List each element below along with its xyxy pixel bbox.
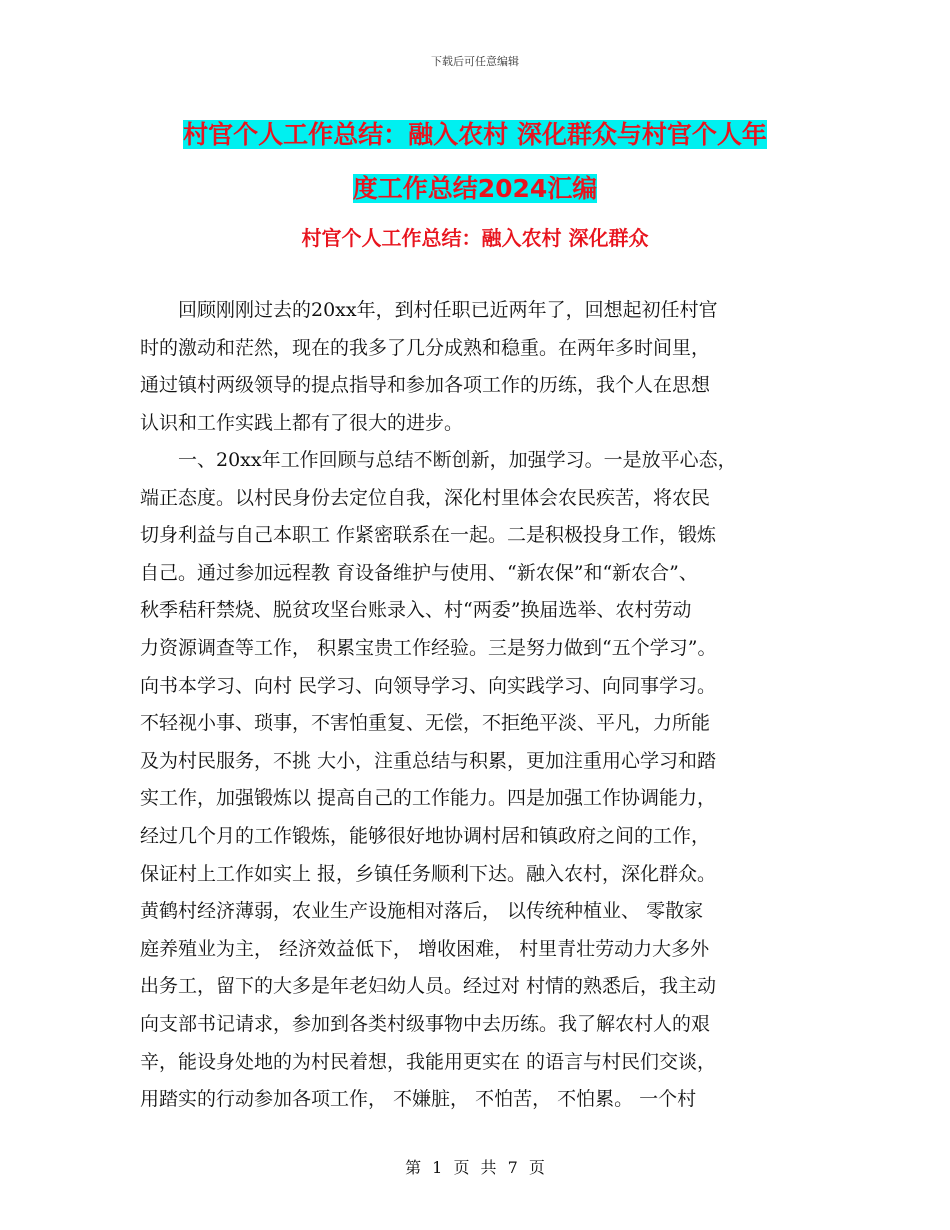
paragraph-line: 切身利益与自己本职工 作紧密联系在一起。二是积极投身工作，锻炼: [140, 524, 717, 547]
paragraph-line: 回顾刚刚过去的20xx年，到村任职已近两年了，回想起初任村官: [140, 299, 718, 321]
paragraph-1: [140, 292, 812, 442]
document-title-line-2: 度工作总结2024汇编: [352, 174, 598, 203]
paragraph-line: 通过镇村两级领导的提点指导和参加各项工作的历练，我个人在思想: [140, 374, 711, 397]
paragraph-line: 用踏实的行动参加各项工作， 不嫌脏， 不怕苦， 不怕累。 一个村: [140, 1088, 697, 1111]
paragraph-line: 向书本学习、向村 民学习、向领导学习、向实践学习、向同事学习。: [140, 674, 717, 697]
paragraph-line: 黄鹤村经济薄弱，农业生产设施相对落后， 以传统种植业、 零散家: [140, 900, 704, 923]
paragraph-line: 实工作，加强锻炼以 提高自己的工作能力。四是加强工作协调能力，: [140, 787, 717, 810]
paragraph-line: 保证村上工作如实上 报，乡镇任务顺利下达。融入农村，深化群众。: [140, 862, 717, 885]
paragraph-line: 端正态度。以村民身份去定位自我，深化村里体会农民疾苦，将农民: [140, 486, 711, 509]
paragraph-line: 不轻视小事、琐事，不害怕重复、无偿，不拒绝平淡、平凡，力所能: [140, 712, 711, 735]
paragraph-line: 一、20xx年工作回顾与总结不断创新，加强学习。一是放平心态，: [140, 449, 737, 471]
document-title: [140, 108, 810, 216]
paragraph-line: 向支部书记请求，参加到各类村级事物中去历练。我了解农村人的艰: [140, 1012, 711, 1035]
paragraph-line: 出务工，留下的大多是年老妇幼人员。经过对 村情的熟悉后，我主动: [140, 975, 717, 998]
paragraph-2: [140, 442, 812, 1119]
paragraph-line: 认识和工作实践上都有了很大的进步。: [140, 411, 464, 434]
header-note: 下载后可任意编辑: [431, 55, 519, 68]
section-title: 村官个人工作总结：融入农村 深化群众: [301, 226, 649, 250]
page-number: 第 1 页 共 7 页: [405, 1158, 545, 1177]
paragraph-line: 及为村民服务，不挑 大小，注重总结与积累，更加注重用心学习和踏: [140, 749, 717, 772]
paragraph-line: 时的激动和茫然，现在的我多了几分成熟和稳重。在两年多时间里，: [140, 336, 711, 359]
paragraph-line: 经过几个月的工作锻炼，能够很好地协调村居和镇政府之间的工作，: [140, 824, 711, 847]
paragraph-line: 自己。通过参加远程教 育设备维护与使用、“新农保”和“新农合”、: [140, 561, 698, 584]
paragraph-line: 庭养殖业为主， 经济效益低下， 增收困难， 村里青壮劳动力大多外: [140, 937, 710, 960]
document-title-line-1: 村官个人工作总结：融入农村 深化群众与村官个人年: [183, 120, 767, 149]
paragraph-line: 秋季秸秆禁烧、脱贫攻坚台账录入、村“两委”换届选举、农村劳动: [140, 599, 692, 622]
paragraph-line: 辛，能设身处地的为村民着想，我能用更实在 的语言与村民们交谈，: [140, 1050, 717, 1073]
paragraph-line: 力资源调查等工作， 积累宝贵工作经验。三是努力做到“五个学习”。: [140, 636, 717, 659]
